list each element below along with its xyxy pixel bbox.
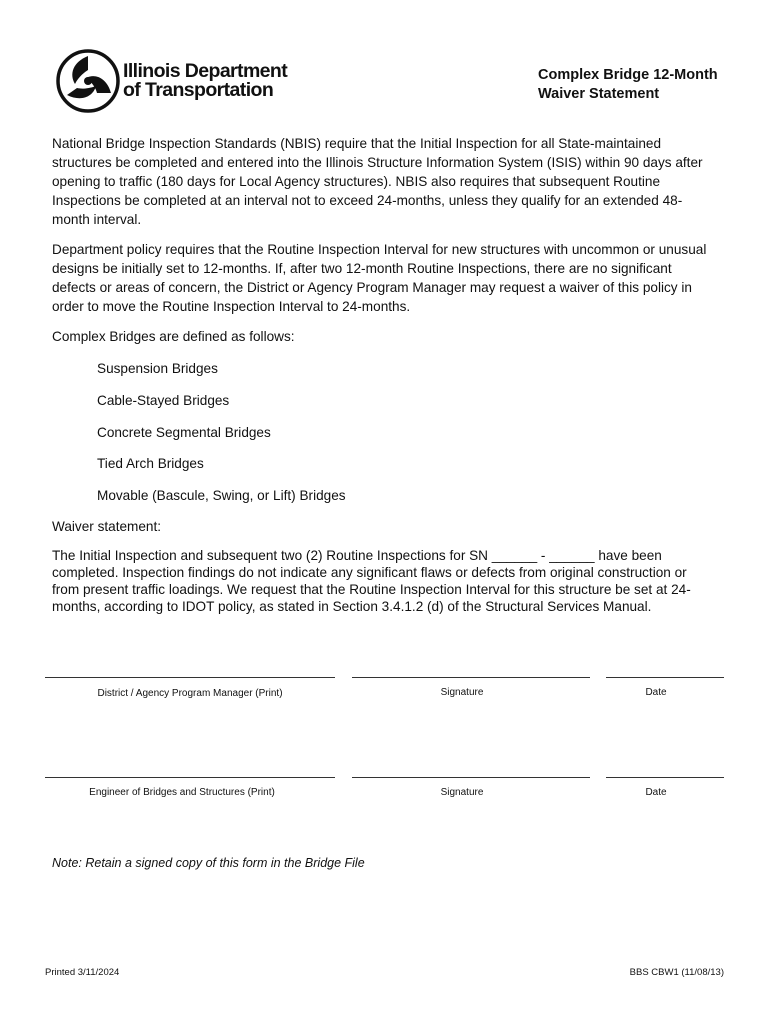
bridge-type-item: Suspension Bridges bbox=[97, 361, 218, 376]
bridge-type-item: Cable-Stayed Bridges bbox=[97, 393, 230, 408]
idot-emblem-icon bbox=[55, 48, 121, 114]
form-title bbox=[538, 66, 718, 104]
waiver-label: Waiver statement: bbox=[52, 519, 162, 534]
signature-caption-1: Signature bbox=[440, 687, 484, 698]
name-print-caption-2: Engineer of Bridges and Structures (Print) bbox=[89, 787, 275, 798]
form-title-line1: Complex Bridge 12-Month bbox=[538, 67, 718, 83]
bridge-type-item: Concrete Segmental Bridges bbox=[97, 425, 271, 440]
agency-line2: of Transportation bbox=[123, 79, 274, 101]
waiver-statement: The Initial Inspection and subsequent two (2) Routine Inspections for SN ______ - ______ have been completed. Inspection findings do not indicate any significant flaws or defects from original construction or from present traffic loadings. We request that the Routine Inspection Interval for this structure be set at 24-months, according to IDOT policy, as stated in Section 3.4.1.2 (d) of the Structural Services Manual. bbox=[52, 548, 691, 614]
bridge-type-item: Tied Arch Bridges bbox=[97, 456, 204, 471]
complex-bridges-intro: Complex Bridges are defined as follows: bbox=[52, 329, 295, 344]
signature-line-1[interactable] bbox=[352, 677, 590, 678]
name-print-line-2[interactable] bbox=[45, 777, 335, 778]
name-print-line-1[interactable] bbox=[45, 677, 335, 678]
agency-line1: Illinois Department bbox=[123, 60, 288, 82]
date-line-1[interactable] bbox=[606, 677, 724, 678]
form-title-line2: Waiver Statement bbox=[538, 86, 660, 102]
agency-name bbox=[123, 62, 287, 100]
printed-date: Printed 3/11/2024 bbox=[45, 967, 120, 978]
bridge-type-item: Movable (Bascule, Swing, or Lift) Bridges bbox=[97, 488, 346, 503]
retention-note: Note: Retain a signed copy of this form in the Bridge File bbox=[52, 856, 365, 870]
name-print-caption-1: District / Agency Program Manager (Print) bbox=[97, 688, 283, 699]
policy-paragraph: Department policy requires that the Routine Inspection Interval for new structures with uncommon or unusual designs be initially set to 12-months. If, after two 12-month Routine Inspections, there are no significant defects or areas of concern, the District or Agency Program Manager may request a waiver of this policy in order to move the Routine Inspection Interval to 24-months. bbox=[52, 242, 707, 314]
signature-caption-2: Signature bbox=[440, 787, 484, 798]
date-caption-1: Date bbox=[645, 687, 667, 698]
date-caption-2: Date bbox=[645, 787, 667, 798]
nbis-paragraph: National Bridge Inspection Standards (NBIS) require that the Initial Inspection for all State-maintained structures be completed and entered into the Illinois Structure Information System (ISIS) within 90 days after opening to traffic (180 days for Local Agency structures). NBIS also requires that subsequent Routine Inspections be completed at an interval not to exceed 24-months, unless they qualify for an extended 48-month interval. bbox=[52, 136, 703, 227]
signature-line-2[interactable] bbox=[352, 777, 590, 778]
date-line-2[interactable] bbox=[606, 777, 724, 778]
idot-logo bbox=[55, 48, 305, 114]
form-id: BBS CBW1 (11/08/13) bbox=[629, 967, 724, 978]
